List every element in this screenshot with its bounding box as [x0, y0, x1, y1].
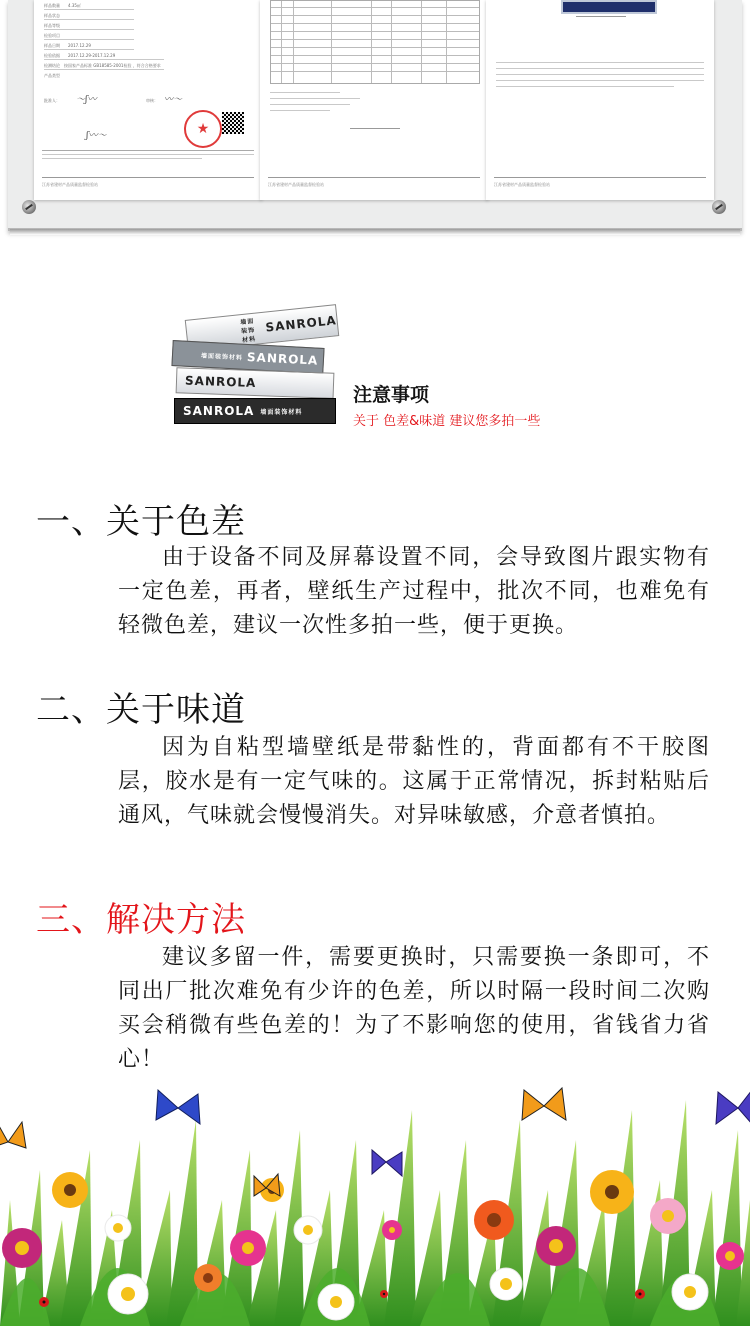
- signature: 〜ʃ〰: [76, 95, 97, 105]
- cert-footer: 江苏省建材产品质量监督检验站: [268, 182, 324, 187]
- qr-code-icon: [222, 112, 244, 134]
- certificate-board: [8, 0, 742, 231]
- book: SANROLA: [176, 367, 335, 398]
- section-title-solution: 三、解决方法: [36, 900, 246, 940]
- cert-row: 样品日期 2017.12.29: [44, 43, 91, 48]
- grass-flower-decoration: [0, 1080, 750, 1326]
- sample-photo: [561, 0, 657, 14]
- cert-row: 样品数量 4.35㎡: [44, 3, 81, 8]
- certificate-sheet-2: [260, 0, 488, 200]
- book: 墙面装饰材料 SANROLA: [171, 340, 324, 374]
- sig-right-label: 审核：: [146, 98, 158, 103]
- cert-row: 检验依据 2017.12.29-2017.12.29: [44, 53, 116, 58]
- certificate-sheet-3: [486, 0, 714, 200]
- cert-row: 检测结论 按国家产品标准 GB18585-2001检验 ，符合合格要求: [44, 63, 161, 68]
- screw-icon: [712, 200, 726, 214]
- butterfly-icon: [0, 1088, 750, 1196]
- cert-row: 样品状态: [44, 13, 60, 18]
- notice-subtitle: 关于 色差&味道 建议您多拍一些: [353, 414, 541, 429]
- screw-icon: [22, 200, 36, 214]
- book: SANROLA 墙面装饰材料: [174, 398, 336, 424]
- cert-footer: 江苏省建材产品质量监督检验站: [42, 182, 98, 187]
- test-table: [270, 0, 480, 84]
- signature: 〰〜: [164, 95, 183, 105]
- signature: ʃ〰〜: [86, 131, 107, 141]
- section-title-color-difference: 一、关于色差: [36, 502, 246, 542]
- board-shadow: [10, 229, 740, 235]
- cert-row: 检验项目: [44, 33, 60, 38]
- section-body-odor: 因为自粘型墙壁纸是带黏性的，背面都有不干胶图层，胶水是有一定气味的。这属于正常情况，拆封粘贴后通风，气味就会慢慢消失。对异味敏感，介意者慎拍。: [118, 735, 710, 828]
- certificate-sheet-1: [34, 0, 262, 200]
- cert-row: 样品等级: [44, 23, 60, 28]
- sig-left-label: 批准人：: [44, 98, 60, 103]
- section-title-odor: 二、关于味道: [36, 690, 246, 730]
- cert-footer: 江苏省建材产品质量监督检验站: [494, 182, 550, 187]
- notice-title: 注意事项: [353, 384, 430, 406]
- seal-stamp-icon: ★: [184, 110, 222, 148]
- book-stack-icon: [170, 308, 346, 426]
- cert-row: 产品类型: [44, 73, 60, 78]
- book: 墙面装饰材料 SANROLA: [185, 304, 340, 352]
- section-body-solution: 建议多留一件，需要更换时，只需要换一条即可，不同出厂批次难免有少许的色差，所以时隔一段时间二次购买会稍微有些色差的！为了不影响您的使用，省钱省力省心！: [118, 945, 710, 1072]
- meadow-illustration: [0, 1080, 750, 1326]
- section-body-color-difference: 由于设备不同及屏幕设置不同，会导致图片跟实物有一定色差，再者，壁纸生产过程中，批次不同，也难免有轻微色差，建议一次性多拍一些，便于更换。: [118, 545, 710, 638]
